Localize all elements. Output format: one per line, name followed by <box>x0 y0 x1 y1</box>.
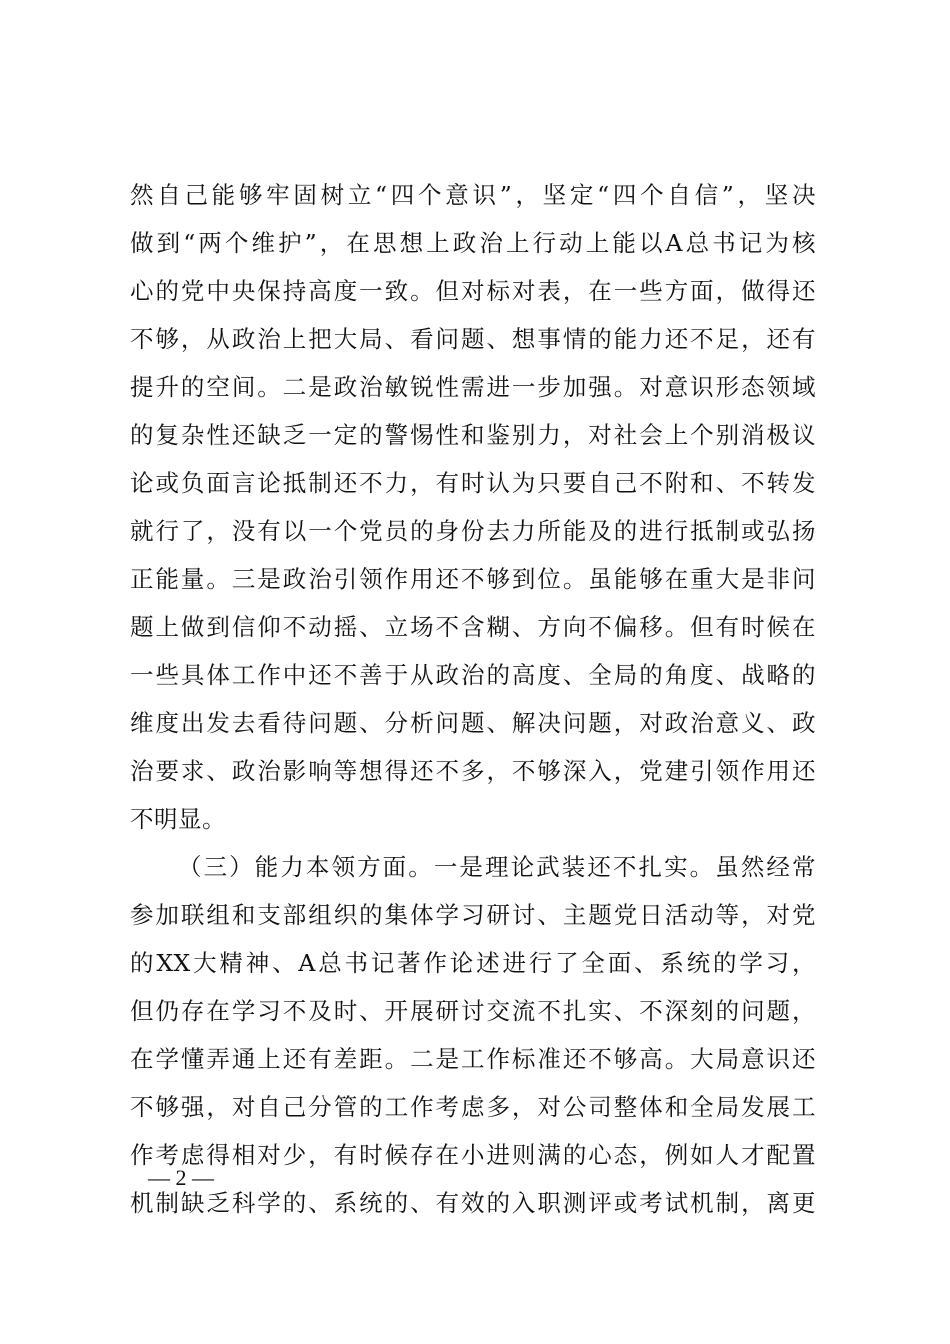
text-line: 论或负面言论抵制还不力，有时认为只要自己不附和、不转发 <box>130 469 816 497</box>
text-line: 治要求、政治影响等想得还不多，不够深入，党建引领作用还 <box>130 757 816 785</box>
text-line: 提升的空间。二是政治敏锐性需进一步加强。对意识形态领域 <box>130 373 816 401</box>
text-line: 不够强，对自己分管的工作考虑多，对公司整体和全局发展工 <box>130 1093 816 1121</box>
text-line: 做到“两个维护”，在思想上政治上行动上能以A总书记为核 <box>130 229 816 257</box>
text-line: 维度出发去看待问题、分析问题、解决问题，对政治意义、政 <box>130 709 816 737</box>
text-line: 不明显。 <box>130 805 226 833</box>
text-line: 在学懂弄通上还有差距。二是工作标准还不够高。大局意识还 <box>130 1045 816 1073</box>
text-line: 心的党中央保持高度一致。但对标对表，在一些方面，做得还 <box>130 277 816 305</box>
text-line: 的XX大精神、A总书记著作论述进行了全面、系统的学习， <box>130 949 816 977</box>
text-line: 就行了，没有以一个党员的身份去力所能及的进行抵制或弘扬 <box>130 517 816 545</box>
text-line: 作考虑得相对少，有时候存在小进则满的心态，例如人才配置 <box>130 1141 816 1169</box>
page-number: — 2 — <box>148 1165 214 1190</box>
text-line: 题上做到信仰不动摇、立场不含糊、方向不偏移。但有时候在 <box>130 613 816 641</box>
text-line: 不够，从政治上把大局、看问题、想事情的能力还不足，还有 <box>130 325 816 353</box>
text-line: 参加联组和支部组织的集体学习研讨、主题党日活动等，对党 <box>130 901 816 929</box>
text-line: 但仍存在学习不及时、开展研讨交流不扎实、不深刻的问题， <box>130 997 816 1025</box>
text-line: 一些具体工作中还不善于从政治的高度、全局的角度、战略的 <box>130 661 816 689</box>
text-line: 的复杂性还缺乏一定的警惕性和鉴别力，对社会上个别消极议 <box>130 421 816 449</box>
text-line: 机制缺乏科学的、系统的、有效的入职测评或考试机制，离更 <box>130 1189 816 1217</box>
section-heading-line: （三）能力本领方面。一是理论武装还不扎实。虽然经常 <box>178 853 816 881</box>
text-line: 正能量。三是政治引领作用还不够到位。虽能够在重大是非问 <box>130 565 816 593</box>
text-line: 然自己能够牢固树立“四个意识”，坚定“四个自信”，坚决 <box>130 181 816 209</box>
